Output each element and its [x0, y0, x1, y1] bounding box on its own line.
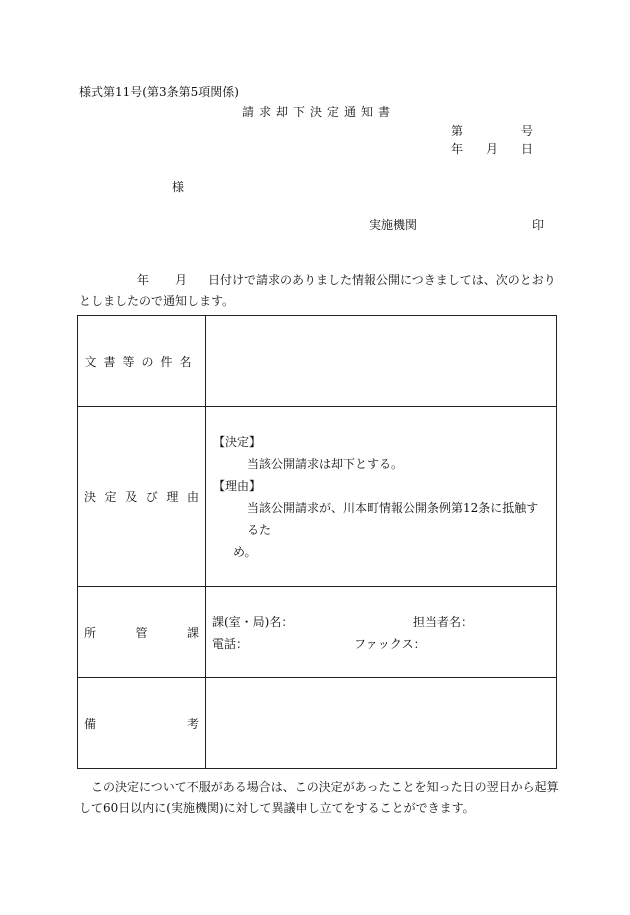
- remarks-label-cell: [78, 678, 206, 769]
- fax-label: ファックス：: [354, 637, 426, 651]
- intro-text: 日付けで請求のありました情報公開につきましては、次のとおり: [208, 273, 556, 287]
- reason-text-line-1: 当該公開請求が、川本町情報公開条例第12条に抵触するた: [247, 500, 539, 537]
- date-year: 年: [451, 142, 464, 156]
- intro-line-2: としましたので通知します。: [79, 294, 235, 308]
- person-in-charge-label: 担当者名：: [413, 615, 474, 629]
- document-title: 請求却下決定通知書: [242, 105, 396, 119]
- intro-month: 月: [175, 273, 188, 287]
- footer-line-2: して60日以内に(実施機関)に対して異議申し立てをすることができます。: [79, 801, 475, 815]
- form-number: 様式第11号(第3条第5項関係): [79, 85, 239, 99]
- intro-year: 年: [137, 273, 150, 287]
- seal-label: 印: [532, 218, 545, 232]
- label-char: 由: [186, 490, 199, 504]
- number-prefix: 第: [451, 124, 464, 138]
- remarks-value-cell: [206, 678, 557, 769]
- office-label-cell: [78, 587, 206, 678]
- decision-table: [77, 315, 557, 769]
- issuer-label: 実施機関: [369, 218, 418, 232]
- footer-line-1: この決定について不服がある場合は、この決定があったことを知った日の翌日から起算: [91, 780, 559, 794]
- decision-reason-label: [78, 488, 205, 505]
- date-day: 日: [521, 142, 534, 156]
- date-month: 月: [486, 142, 499, 156]
- reason-heading: 【理由】: [213, 478, 262, 493]
- label-char: 考: [186, 716, 199, 731]
- label-char: 理: [166, 490, 179, 504]
- label-char: 所: [84, 625, 97, 640]
- label-char: 定: [104, 490, 117, 504]
- reason-text-line-2: め。: [233, 544, 257, 559]
- section-name-label: 課(室・局)名：: [212, 615, 294, 629]
- label-char: 決: [84, 490, 97, 504]
- doc-name-label: 文書等の件名: [84, 354, 199, 369]
- doc-name-value-cell: [206, 316, 557, 407]
- decision-text: 当該公開請求は却下とする。: [247, 456, 404, 471]
- number-suffix: 号: [521, 124, 534, 138]
- decision-heading: 【決定】: [213, 434, 262, 449]
- label-char: 管: [135, 625, 148, 640]
- label-char: 課: [186, 625, 199, 640]
- addressee-suffix: 様: [172, 180, 185, 194]
- remarks-label: [78, 715, 205, 732]
- phone-label: 電話：: [212, 637, 249, 651]
- decision-reason-cell: [206, 407, 557, 587]
- office-cell: [206, 587, 557, 678]
- label-char: び: [145, 490, 158, 504]
- label-char: 及: [125, 490, 138, 504]
- office-label: [78, 624, 205, 641]
- doc-name-label-cell: [78, 316, 206, 407]
- label-char: 備: [84, 716, 97, 731]
- decision-reason-label-cell: [78, 407, 206, 587]
